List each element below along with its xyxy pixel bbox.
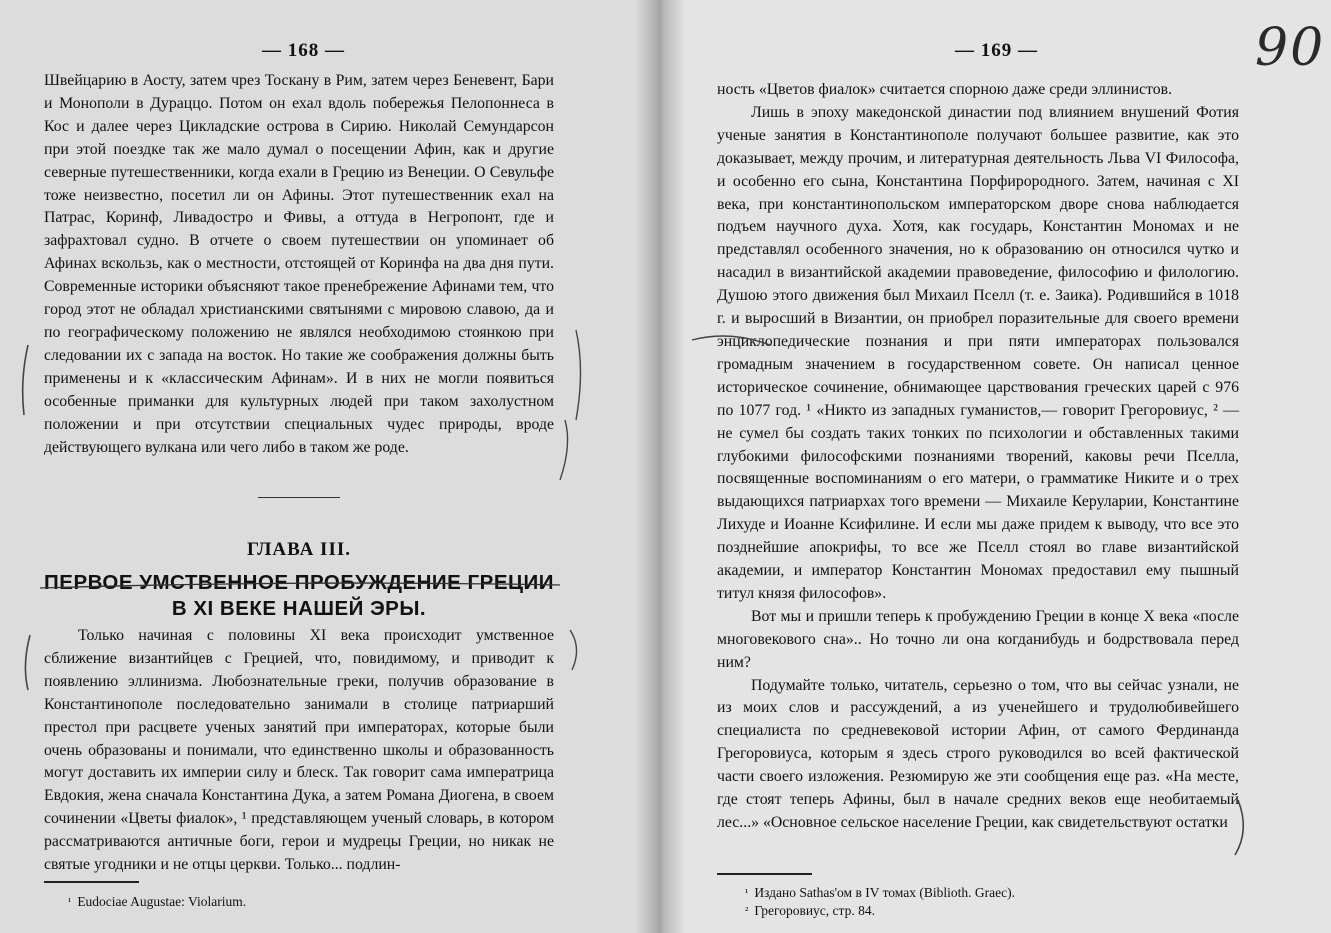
footnote-left-text: Eudociae Augustae: Violarium.	[77, 894, 247, 909]
right-paragraph-1: ность «Цветов фиалок» считается спорною даже среди эллинистов.	[717, 81, 1173, 98]
footnote-left-mark: ¹	[68, 896, 72, 908]
right-paragraph-4: Подумайте только, читатель, серьезно о том, что вы сейчас узнали, не из моих слов и рассуждений, а из ученейшего и трудолюбивейшего специалиста по средневековой истории Афин, от самого Фердинанда Грегоровиуса, которым я здесь строго руководился во всей фактической части своего изложения. Резюмирую же эти сообщения еще раз. «На месте, где стоят теперь Афины, был в начале средних веков еще необитаемый лес...» «Основное сельское население Греции, как свидетельствуют остатки	[717, 676, 1239, 831]
page-number-left: — 168 —	[262, 40, 345, 61]
chapter-heading: ГЛАВА III.	[247, 539, 351, 560]
page-number-right: — 169 —	[955, 40, 1038, 61]
pencil-marks-right	[660, 0, 1331, 933]
left-paragraph-2: Только начиная с половины XI века происходит умственное сближение византийцев с Грецией, что, повидимому, и приводит к появлению эллинизма. Любознательные греки, получив образование в Константинополе последовательно занимали в столице патриарший престол при расцвете ученых занятий при императорах, которые были очень образованы и понимали, что единственно школы и образованность могут доставить их империи силу и блеск. Так говорит сама императрица Евдокия, жена сначала Константина Дука, а затем Романа Диогена, в своем сочинении «Цветы фиалок», ¹ представляющем ученый словарь, в котором рассматриваются античные боги, герои и мудрецы Греции, но никак не святые угодники и не отцы церкви. Только... подлин-	[44, 627, 554, 874]
left-paragraph-1: Швейцарию в Аосту, затем чрез Тоскану в Рим, затем через Беневент, Бари и Монополи в Дураццо. Потом он ехал вдоль побережья Пелопоннеса в Кос и далее через Цикладские острова в Сирию. Николай Семундарсон при этой поездке так же мало думал о посещении Афин, как и другие северные путешественники, когда ехали в Грецию из Венеции. О Севульфе тоже неизвестно, посетил ли он Афины. Этот путешественник ехал на Патрас, Коринф, Ливадостро и Фивы, а оттуда в Негропонт, где и зафрахтовал судно. В отчете о своем путешествии он упоминает об Афинах вскользь, как о местности, отстоящей от Коринфа на два дня пути. Современные историки объясняют такое пренебрежение Афинами тем, что город этот не обладал христианскими святынями с мировою славою, да и по географическому положению не являлся необходимою стоянкою при следовании их с запада на восток. Но такие же соображения должны быть применены и к «классическим Афинам». И в них не могли появиться особенные приманки для культурных людей при таком захолустном положении и при отсутствии специальных чудес природы, вроде действующего вулкана или чего либо в таком же роде.	[44, 72, 554, 456]
footnote-right-1: $^{^1}$ Издано Sathas'ом в IV томах (Biblioth. Graec).	[745, 885, 1015, 900]
chapter-title-line-2: В XI ВЕКЕ НАШЕЙ ЭРЫ.	[171, 597, 427, 620]
footnote-right-2: $^{^2}$ Грегоровиус, стр. 84.	[745, 903, 875, 918]
right-paragraph-2: Лишь в эпоху македонской династии под влиянием внушений Фотия ученые занятия в Константинополе получают большее развитие, как это доказывает, между прочим, и литературная деятельность Льва VI Философа, и особенно его сына, Константина Порфирородного. Затем, начиная с XI века, при константинопольском императорском дворе снова наблюдается подъем научного духа. Хотя, как государь, Константин Мономах и не представлял особенного значения, но к образованию он относился чутко и насадил в византийской академии правоведение, философию и филологию. Душою этого движения был Михаил Пселл (т. е. Заика). Родившийся в 1018 г. и выросший в Византии, он приобрел поразительные для своего времени энциклопедические познания и при пяти императорах пользовался громадным значением в государственном совете. Он написал ценное историческое сочинение, обнимающее царствования греческих царей с 976 по 1077 год. ¹ «Никто из западных гуманистов,— говорит Грегоровиус, ² — не сумел бы создать таких тонких по психологии и обставленных такими глубокими философскими познаниями творений, каковы речи Пселла, посвященные воспоминаниям о его матери, о грамматике Никите и о трех выдающихся патриархах того времени — Михаиле Керуларии, Константине Лихуде и Иоанне Ксифилине. И если мы даже придем к выводу, что все это позднейшие апокрифы, то все же Пселл стоял во главе византийской академии, и император Константин Мономах предоставил ему пышный титул князя философов».	[717, 103, 1239, 602]
chapter-title-line-1: ПЕРВОЕ УМСТВЕННОЕ ПРОБУЖДЕНИЕ ГРЕЦИИ	[44, 571, 554, 594]
pencil-marks-left	[0, 0, 660, 933]
right-paragraph-3: Вот мы и пришли теперь к пробуждению Греции в конце X века «после многовекового сна».. Но точно ли она когданибудь и бодрствовала перед ним?	[717, 607, 1239, 671]
archive-handwritten-number: 90	[1255, 18, 1326, 78]
